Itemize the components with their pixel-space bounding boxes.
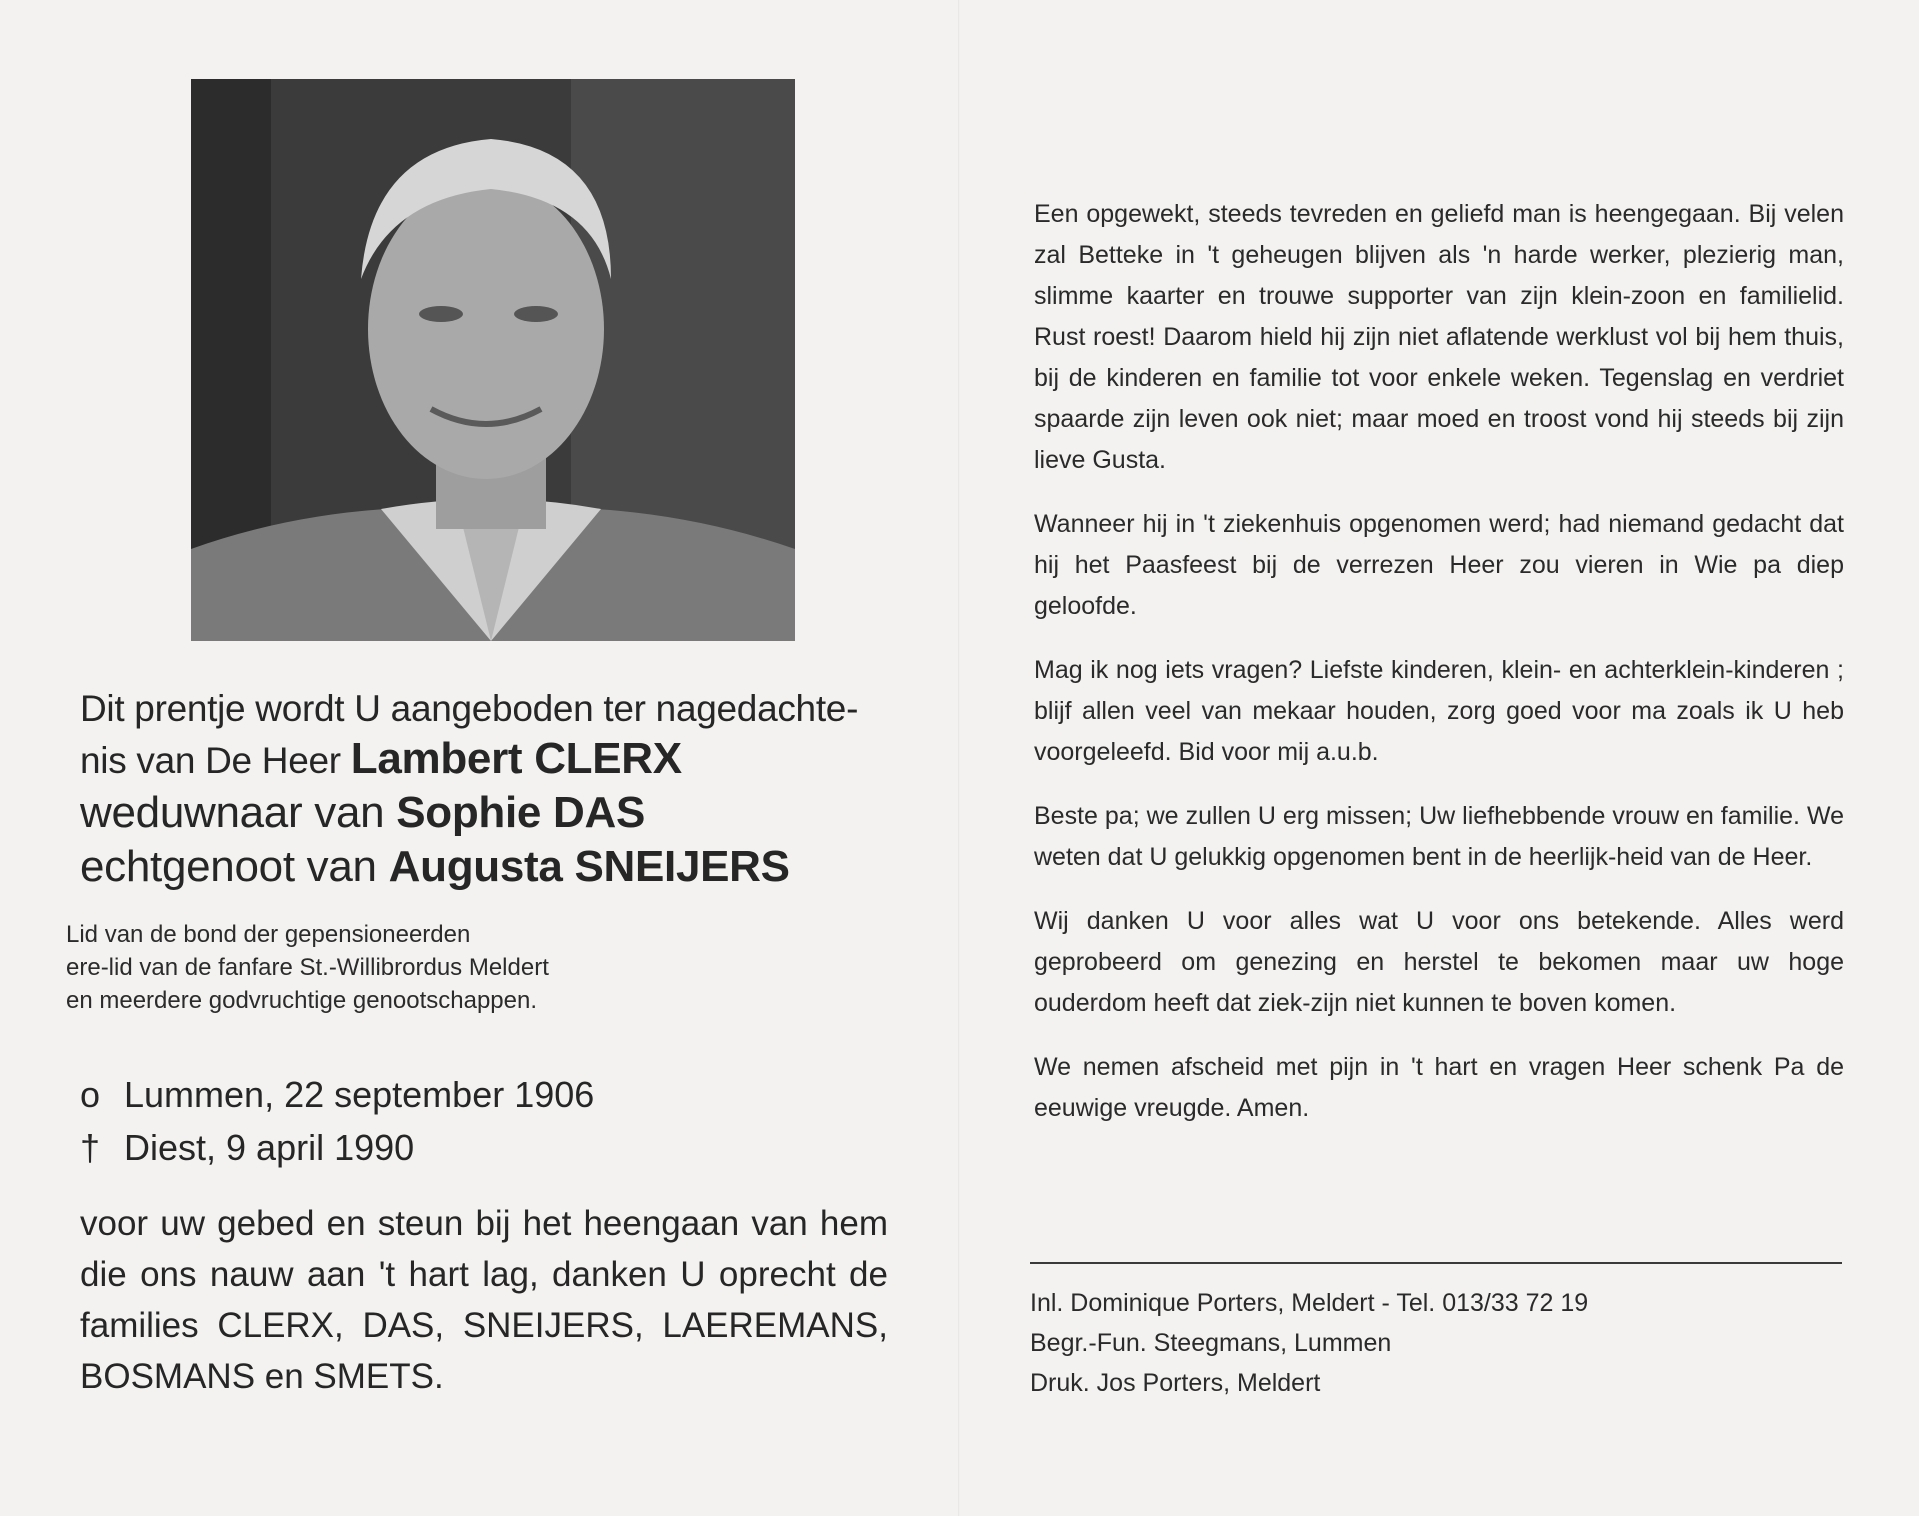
credits-block (1030, 1283, 1842, 1403)
birth-text: Lummen, 22 september 1906 (124, 1074, 595, 1115)
spouse-line (80, 840, 930, 894)
credit-line: Begr.-Fun. Steegmans, Lummen (1030, 1329, 1392, 1357)
photo-left-eye (419, 306, 463, 322)
deceased-name: Lambert CLERX (350, 734, 682, 783)
dedication-block (80, 686, 930, 894)
second-wife-name: Augusta SNEIJERS (388, 842, 790, 891)
dedication-line-1: Dit prentje wordt U aangeboden ter nagedachte- (80, 688, 859, 729)
tribute-paragraph: Wij danken U voor alles wat U voor ons betekende. Alles werd geprobeerd om genezing en herstel te bekomen maar uw hoge ouderdom heeft dat ziek-zijn niet kunnen te boven komen. (1034, 907, 1844, 1017)
death-date (80, 1121, 880, 1174)
birth-symbol-icon: o (80, 1074, 101, 1115)
dedication-prefix: nis van De Heer (80, 740, 351, 781)
tribute-paragraph: Mag ik nog iets vragen? Liefste kinderen, klein- en achterklein-kinderen ; blijf allen veel van mekaar houden, zorg goed voor ma zoals ik U heb voorgeleefd. Bid voor mij a.u.b. (1034, 656, 1844, 766)
credit-line: Druk. Jos Porters, Meldert (1030, 1369, 1321, 1397)
dedication-line-2 (80, 732, 930, 786)
membership-item: ere-lid van de fanfare St.-Willibrordus Meldert (66, 954, 549, 981)
tribute-paragraph: Wanneer hij in 't ziekenhuis opgenomen werd; had niemand gedacht dat hij het Paasfeest bij de verrezen Heer zou vieren in Wie pa diep geloofde. (1034, 510, 1844, 620)
credit-line: Inl. Dominique Porters, Meldert - Tel. 013/33 72 19 (1030, 1289, 1589, 1317)
death-text: Diest, 9 april 1990 (124, 1127, 415, 1168)
family-thanks: voor uw gebed en steun bij het heengaan van hem die ons nauw aan 't hart lag, danken U oprecht de families CLERX, DAS, SNEIJERS, LAEREMANS, BOSMANS en SMETS. (80, 1204, 888, 1396)
memberships-list (66, 918, 866, 1017)
widower-prefix: weduwnaar van (80, 788, 397, 837)
card-fold (958, 0, 960, 1516)
portrait-photo (191, 79, 795, 641)
divider-line (1030, 1262, 1842, 1264)
birth-date (80, 1068, 880, 1121)
portrait-illustration (191, 79, 795, 641)
membership-item: en meerdere godvruchtige genootschappen. (66, 987, 537, 1014)
widower-line (80, 786, 930, 840)
photo-face (368, 179, 604, 479)
tribute-text (1034, 194, 1844, 1152)
first-wife-name: Sophie DAS (396, 788, 646, 837)
tribute-paragraph: Beste pa; we zullen U erg missen; Uw liefhebbende vrouw en familie. We weten dat U gelukkig opgenomen bent in de heerlijk-heid van de Heer. (1034, 802, 1844, 871)
photo-right-eye (514, 306, 558, 322)
membership-item: Lid van de bond der gepensioneerden (66, 921, 471, 948)
tribute-paragraph: Een opgewekt, steeds tevreden en geliefd man is heengegaan. Bij velen zal Betteke in 't geheugen blijven als 'n harde werker, plezierig man, slimme kaarter en trouwe supporter van zijn klein-zoon en familielid. Rust roest! Daarom hield hij zijn niet aflatende werklust vol bij hem thuis, bij de kinderen en familie tot voor enkele weken. Tegenslag en verdriet spaarde zijn leven ook niet; maar moed en troost vond hij steeds bij zijn lieve Gusta. (1034, 200, 1844, 474)
spouse-prefix: echtgenoot van (80, 842, 389, 891)
tribute-paragraph: We nemen afscheid met pijn in 't hart en vragen Heer schenk Pa de eeuwige vreugde. Amen. (1034, 1053, 1844, 1122)
cross-icon: † (80, 1127, 101, 1168)
life-dates (80, 1068, 880, 1174)
